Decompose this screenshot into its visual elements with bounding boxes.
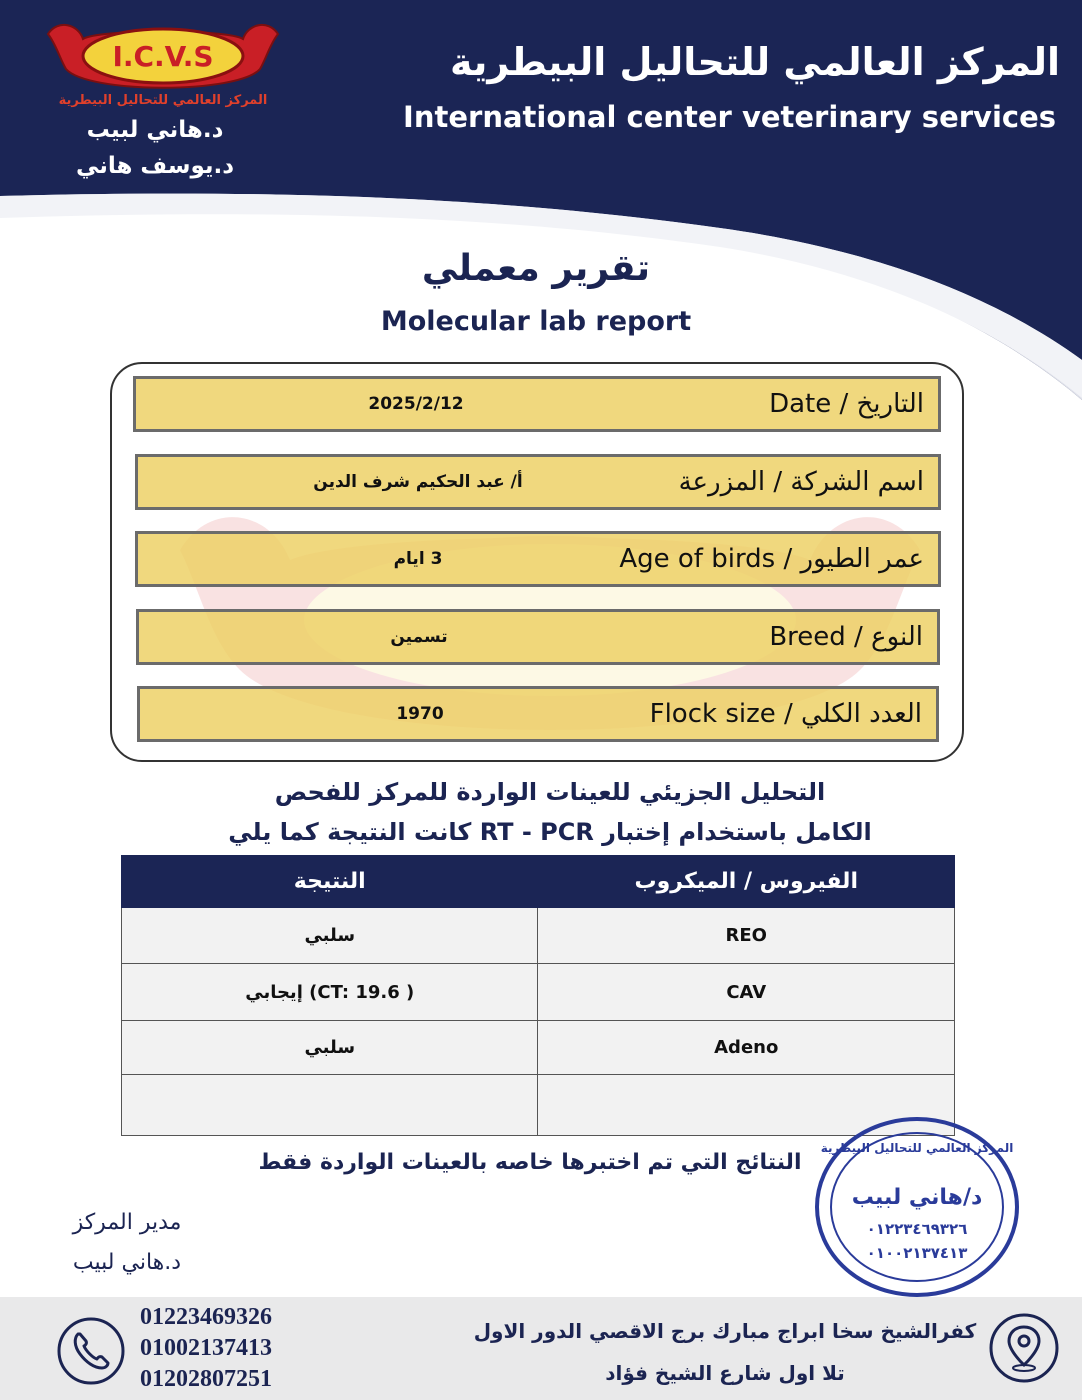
info-row-farm <box>135 454 941 510</box>
manager-title: مدير المركز <box>72 1210 182 1235</box>
report-title-arabic: تقرير معملي <box>421 248 651 289</box>
phone-icon <box>56 1316 126 1386</box>
report-title-english: Molecular lab report <box>380 306 692 337</box>
info-row-age <box>135 531 941 587</box>
address-block <box>470 1310 980 1394</box>
table-header-row <box>122 856 955 908</box>
address-line-1: كفرالشيخ سخا ابراج مبارك برج الاقصي الدور الاول <box>473 1319 977 1343</box>
phone-number: 01202807251 <box>140 1366 272 1392</box>
table-cell-result <box>122 1075 538 1136</box>
table-cell-pathogen: CAV <box>538 964 955 1021</box>
results-note: النتائج التي تم اختبرها خاصه بالعينات الواردة فقط <box>258 1150 802 1175</box>
stamp-phone-2: ٠١٠٠٢١٣٧٤١٣ <box>866 1244 968 1262</box>
info-row-flock-size <box>137 686 939 742</box>
table-cell-pathogen: REO <box>538 908 955 964</box>
info-label: اسم الشركة / المزرعة <box>678 467 924 497</box>
info-label: النوع / Breed <box>769 622 923 652</box>
table-row <box>122 1021 955 1075</box>
phone-numbers <box>140 1302 300 1395</box>
center-title-english: International center veterinary services <box>403 100 1056 134</box>
logo-subtitle: المركز العالمي للتحاليل البيطرية <box>58 93 268 108</box>
icvs-logo <box>38 14 288 114</box>
info-row-date <box>133 376 941 432</box>
info-label: عمر الطيور / Age of birds <box>619 544 924 574</box>
doctor-name-2: د.يوسف هاني <box>75 153 235 179</box>
logo-text: I.C.V.S <box>112 40 214 73</box>
info-value: أ/ عبد الحكيم شرف الدين <box>313 472 523 492</box>
info-label: العدد الكلي / Flock size <box>649 699 922 729</box>
phone-number: 01002137413 <box>140 1335 272 1361</box>
info-row-breed <box>136 609 940 665</box>
table-row <box>122 964 955 1021</box>
analysis-description <box>200 772 900 852</box>
table-cell-pathogen: Adeno <box>538 1021 955 1075</box>
manager-signature-block <box>52 1203 202 1283</box>
doctors-block <box>40 112 270 184</box>
center-title-arabic: المركز العالمي للتحاليل البيطرية <box>450 40 1060 84</box>
stamp-phone-1: ٠١٢٢٣٤٦٩٣٢٦ <box>866 1220 968 1238</box>
info-value: 1970 <box>396 704 444 724</box>
info-value: 3 ايام <box>393 549 443 569</box>
table-header-result: النتيجة <box>122 856 538 908</box>
location-pin-icon <box>988 1312 1060 1384</box>
results-table <box>121 855 955 1136</box>
official-stamp <box>812 1112 1022 1302</box>
analysis-line-2: الكامل باستخدام إختبار RT - PCR كانت النتيجة كما يلي <box>228 818 872 846</box>
stamp-name: د/هاني لبيب <box>851 1185 983 1210</box>
analysis-line-1: التحليل الجزيئي للعينات الواردة للمركز للفحص <box>274 778 826 806</box>
table-row <box>122 908 955 964</box>
table-cell-result: سلبي <box>122 1021 538 1075</box>
table-header-pathogen: الفيروس / الميكروب <box>538 856 955 908</box>
table-cell-result: سلبي <box>122 908 538 964</box>
address-line-2: تلا اول شارع الشيخ فؤاد <box>605 1361 845 1385</box>
info-value: 2025/2/12 <box>368 394 464 414</box>
doctor-name-1: د.هاني لبيب <box>86 117 224 143</box>
info-label: التاريخ / Date <box>769 389 924 419</box>
info-value: تسمين <box>390 627 448 647</box>
stamp-ring-text: المركز العالمي للتحاليل البيطرية <box>820 1141 1014 1155</box>
phone-number: 01223469326 <box>140 1304 272 1330</box>
table-cell-result: ( CT: 19.6) إيجابي <box>122 964 538 1021</box>
manager-name: د.هاني لبيب <box>72 1250 182 1275</box>
